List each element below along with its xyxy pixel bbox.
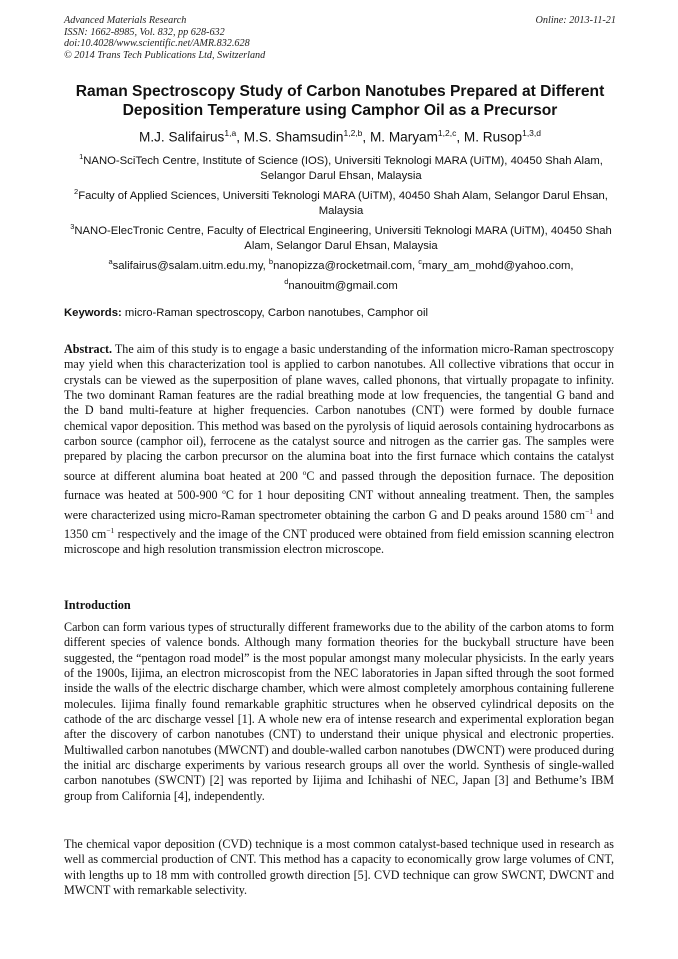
author-affiliation-marker: 1,3,d bbox=[522, 128, 541, 138]
journal-doi: doi:10.4028/www.scientific.net/AMR.832.628 bbox=[64, 38, 250, 50]
author-name: M. Rusop bbox=[463, 129, 523, 145]
keywords bbox=[64, 306, 616, 320]
affiliation-text: NANO-ElecTronic Centre, Faculty of Electrical Engineering, Universiti Teknologi MARA (UiTM), 40450 Shah Alam, Selangor Darul Ehsan, Malaysia bbox=[74, 224, 612, 252]
email-address: salifairus@salam.uitm.edu.my, bbox=[112, 259, 269, 272]
author-affiliation-marker: 1,2,b bbox=[343, 128, 363, 138]
journal-copyright: © 2014 Trans Tech Publications Ltd, Switzerland bbox=[64, 49, 266, 61]
journal-issn: ISSN: 1662-8985, Vol. 832, pp 628-632 bbox=[64, 26, 225, 38]
abstract-label: Abstract. bbox=[64, 342, 113, 356]
affiliation bbox=[66, 149, 616, 184]
affiliation-text: Faculty of Applied Sciences, Universiti Teknologi MARA (UiTM), 40450 Shah Alam, Selangor Darul Ehsan, Malaysia bbox=[78, 189, 608, 217]
author-separator: , bbox=[362, 129, 370, 145]
affiliation-number: 1 bbox=[79, 152, 84, 161]
email-address: nanouitm@gmail.com bbox=[288, 279, 398, 292]
author-separator: , bbox=[456, 129, 464, 145]
affiliation-text: NANO-SciTech Centre, Institute of Science (IOS), Universiti Teknologi MARA (UiTM), 40450 Shah Alam, Selangor Darul Ehsan, Malaysia bbox=[83, 154, 603, 182]
author-affiliation-marker: 1,a bbox=[224, 128, 237, 138]
degree-sign: o bbox=[222, 487, 226, 497]
affiliation-number: 2 bbox=[74, 187, 79, 196]
email-marker: d bbox=[284, 276, 289, 286]
abstract-text: respectively and the image of the CNT produced were obtained from field emission scanning electron microscope and high resolution transmission electron microscope. bbox=[64, 526, 614, 557]
author-separator: , bbox=[236, 129, 244, 145]
abstract bbox=[64, 342, 614, 558]
degree-sign: o bbox=[302, 467, 307, 477]
paper-title: Raman Spectroscopy Study of Carbon Nanotubes Prepared at Different Deposition Temperature using Camphor Oil as a Precursor bbox=[75, 83, 605, 119]
abstract-text: C for 1 hour depositing CNT without annealing treatment. Then, the samples were characterized using micro-Raman spectrometer obtaining the carbon G and D peaks around 1580 cm bbox=[64, 488, 614, 522]
journal-name: Advanced Materials Research bbox=[64, 15, 187, 26]
abstract-text: and 1350 cm bbox=[64, 507, 614, 541]
email-marker: a bbox=[108, 257, 113, 266]
author-affiliation-marker: 1,2,c bbox=[437, 128, 457, 138]
paragraph: Carbon can form various types of structurally different frameworks due to the ability of the carbon atoms to form different species of valence bonds. Although many formation theories for the buckyball structure have been suggested, the “pentagon road model” is the most popular amongst many molecular physicists. In the early years of the 1900s, Iijima, an electron microscopist from the NEC laboratories in Japan sifted through the soot formed inside the walls of the electric discharge chamber, which were almost completely amorphous containing fullerene molecules. Iijima finally found remarkable graphitic structures when he observed cylindrical deposits on the cathode of the arc discharge vessel [1]. A whole new era of intense research and experimental exploration began after the discovery of carbon nanotubes (CNT) to understand their unique physical and electronic properties. Multiwalled carbon nanotubes (MWCNT) and double-walled carbon nanotubes (DWCNT) were produced during the initial arc discharge experiments by various research groups all over the world. Synthesis of single-walled carbon nanotubes (SWCNT) [2] was reported by Iijima and Ichihashi of NEC, Japan [3] and Bethume’s IBM group from California [4], independently. bbox=[64, 620, 614, 803]
abstract-text: C and passed through the deposition furnace. The deposition furnace was heated at 500-900 bbox=[64, 468, 614, 503]
email-address: mary_am_mohd@yahoo.com, bbox=[422, 259, 574, 272]
affiliation bbox=[66, 184, 616, 219]
paragraph: The chemical vapor deposition (CVD) technique is a most common catalyst-based technique used in research as well as commercial production of CNT. This method has a capacity to economically grow large volumes of CNT, with lengths up to 18 mm with controlled growth direction [5]. CVD technique can grow SWCNT, DWCNT and MWCNT with remarkable selectivity. bbox=[64, 837, 614, 898]
online-date: Online: 2013-11-21 bbox=[535, 15, 616, 26]
author-name: M. Maryam bbox=[369, 129, 438, 145]
keywords-text: micro-Raman spectroscopy, Carbon nanotubes, Camphor oil bbox=[121, 307, 428, 319]
author-list bbox=[64, 124, 616, 147]
section-heading-introduction: Introduction bbox=[64, 598, 131, 612]
affiliation bbox=[66, 219, 616, 254]
affiliation-number: 3 bbox=[70, 222, 75, 231]
unit-exponent: −1 bbox=[106, 525, 115, 535]
email-marker: c bbox=[418, 257, 423, 266]
unit-exponent: −1 bbox=[585, 506, 593, 516]
author-name: M.J. Salifairus bbox=[139, 129, 225, 145]
author-emails bbox=[66, 254, 616, 294]
abstract-text: The aim of this study is to engage a basic understanding of the information micro-Raman spectroscopy may yield when this characterization tool is applied to carbon nanotubes. All collective vibrations that occur in crystals can be viewed as the superposition of plane waves, called phonons, that virtually propagate to infinity. The two dominant Raman features are the radial breathing mode at low frequencies, the tangential G band and the D band multi-feature at higher frequencies. Carbon nanotubes (CNT) were formed by double furnace chemical vapor deposition. This method was based on the pyrolysis of liquid aerosols containing hydrocarbons as carbon source (camphor oil), ferrocene as the catalyst source and nitrogen as the carrier gas. The samples were prepared by placing the carbon precursor on the alumina boat into the first furnace which contains the catalyst source at different alumina boat heated at 200 bbox=[64, 342, 614, 483]
journal-header bbox=[64, 15, 616, 61]
email-address: nanopizza@rocketmail.com, bbox=[273, 259, 419, 272]
keywords-label: Keywords: bbox=[64, 307, 122, 319]
email-marker: b bbox=[268, 257, 274, 266]
author-name: M.S. Shamsudin bbox=[243, 129, 344, 145]
